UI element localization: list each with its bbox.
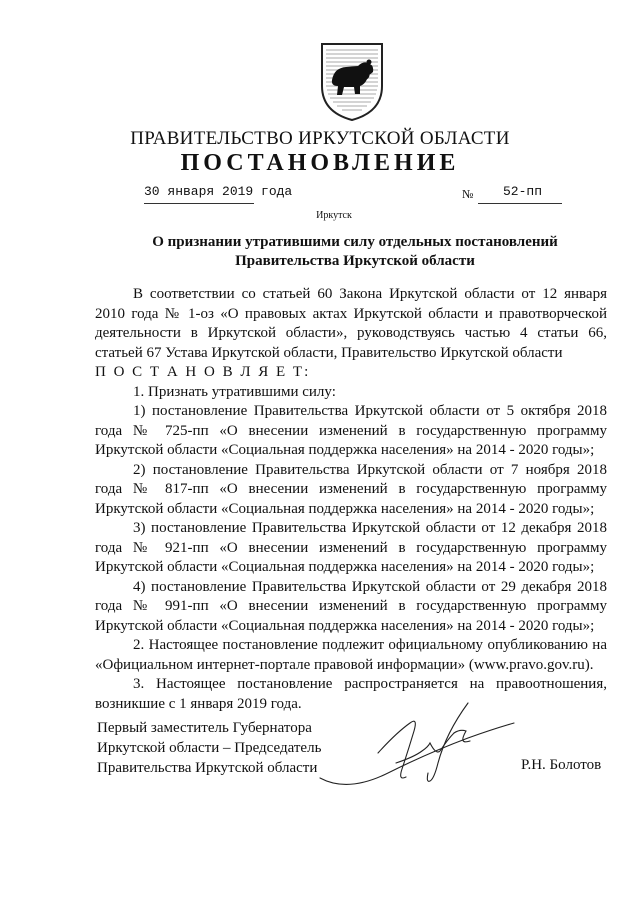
preamble-paragraph: В соответствии со статьей 60 Закона Иркутской области от 12 января 2010 года № 1-оз «О правовых актах Иркутской области и правотворческой деятельности в Иркутской области», руководствуясь частью 4 статьи 66, статьей 67 Устава Иркутской области, Правительство Иркутской области bbox=[95, 286, 607, 361]
item-1-title: 1. Признать утратившими силу: bbox=[133, 383, 336, 400]
sub-item-4: 4) постановление Правительства Иркутской области от 29 декабря 2018 года № 991-пп «О внесении изменений в государственную программу Иркутской области «Социальная поддержка населения» на 2014 - 2020 годы»; bbox=[95, 578, 607, 634]
document-number: 52-пп bbox=[503, 184, 543, 199]
number-underline bbox=[478, 203, 562, 204]
signer-position bbox=[97, 718, 321, 778]
sub-item-1: 1) постановление Правительства Иркутской области от 5 октября 2018 года № 725-пп «О внесении изменений в государственную программу Иркутской области «Социальная поддержка населения» на 2014 - 2020 годы»; bbox=[95, 403, 607, 458]
number-sign: № bbox=[462, 187, 474, 201]
signer-position-line-2: Иркутской области – Председатель bbox=[97, 740, 322, 756]
item-3-paragraph: 3. Настоящее постановление распространяется на правоотношения, возникшие с 1 января 2019 года. bbox=[95, 676, 607, 712]
date-underline bbox=[144, 203, 254, 204]
coat-of-arms-icon bbox=[318, 40, 386, 122]
sub-item-2: 2) постановление Правительства Иркутской области от 7 ноября 2018 года № 817-пп «О внесении изменений в государственную программу Иркутской области «Социальная поддержка населения» на 2014 - 2020 годы»; bbox=[95, 461, 607, 517]
handwritten-signature bbox=[318, 693, 518, 803]
document-date: 30 января 2019 года bbox=[144, 184, 293, 199]
city-name: Иркутск bbox=[316, 210, 352, 221]
signer-position-line-3: Правительства Иркутской области bbox=[97, 760, 318, 776]
resolve-heading: П О С Т А Н О В Л Я Е Т: bbox=[95, 364, 311, 380]
signer-position-line-1: Первый заместитель Губернатора bbox=[97, 720, 312, 736]
signer-name: Р.Н. Болотов bbox=[521, 757, 602, 773]
item-2-paragraph: 2. Настоящее постановление подлежит официальному опубликованию на «Официальном интернет-портале правовой информации» (www.pravo.gov.ru). bbox=[95, 637, 607, 673]
government-title: ПРАВИТЕЛЬСТВО ИРКУТСКОЙ ОБЛАСТИ bbox=[130, 128, 510, 149]
document-subject bbox=[90, 233, 620, 271]
subject-line-1: О признании утратившими силу отдельных постановлений bbox=[152, 234, 558, 250]
subject-line-2: Правительства Иркутской области bbox=[235, 253, 475, 269]
sub-item-3: 3) постановление Правительства Иркутской области от 12 декабря 2018 года № 921-пп «О внесении изменений в государственную программу Иркутской области «Социальная поддержка населения» на 2014 - 2020 годы»; bbox=[95, 520, 607, 575]
document-type: ПОСТАНОВЛЕНИЕ bbox=[180, 150, 460, 176]
document-body bbox=[95, 285, 607, 714]
